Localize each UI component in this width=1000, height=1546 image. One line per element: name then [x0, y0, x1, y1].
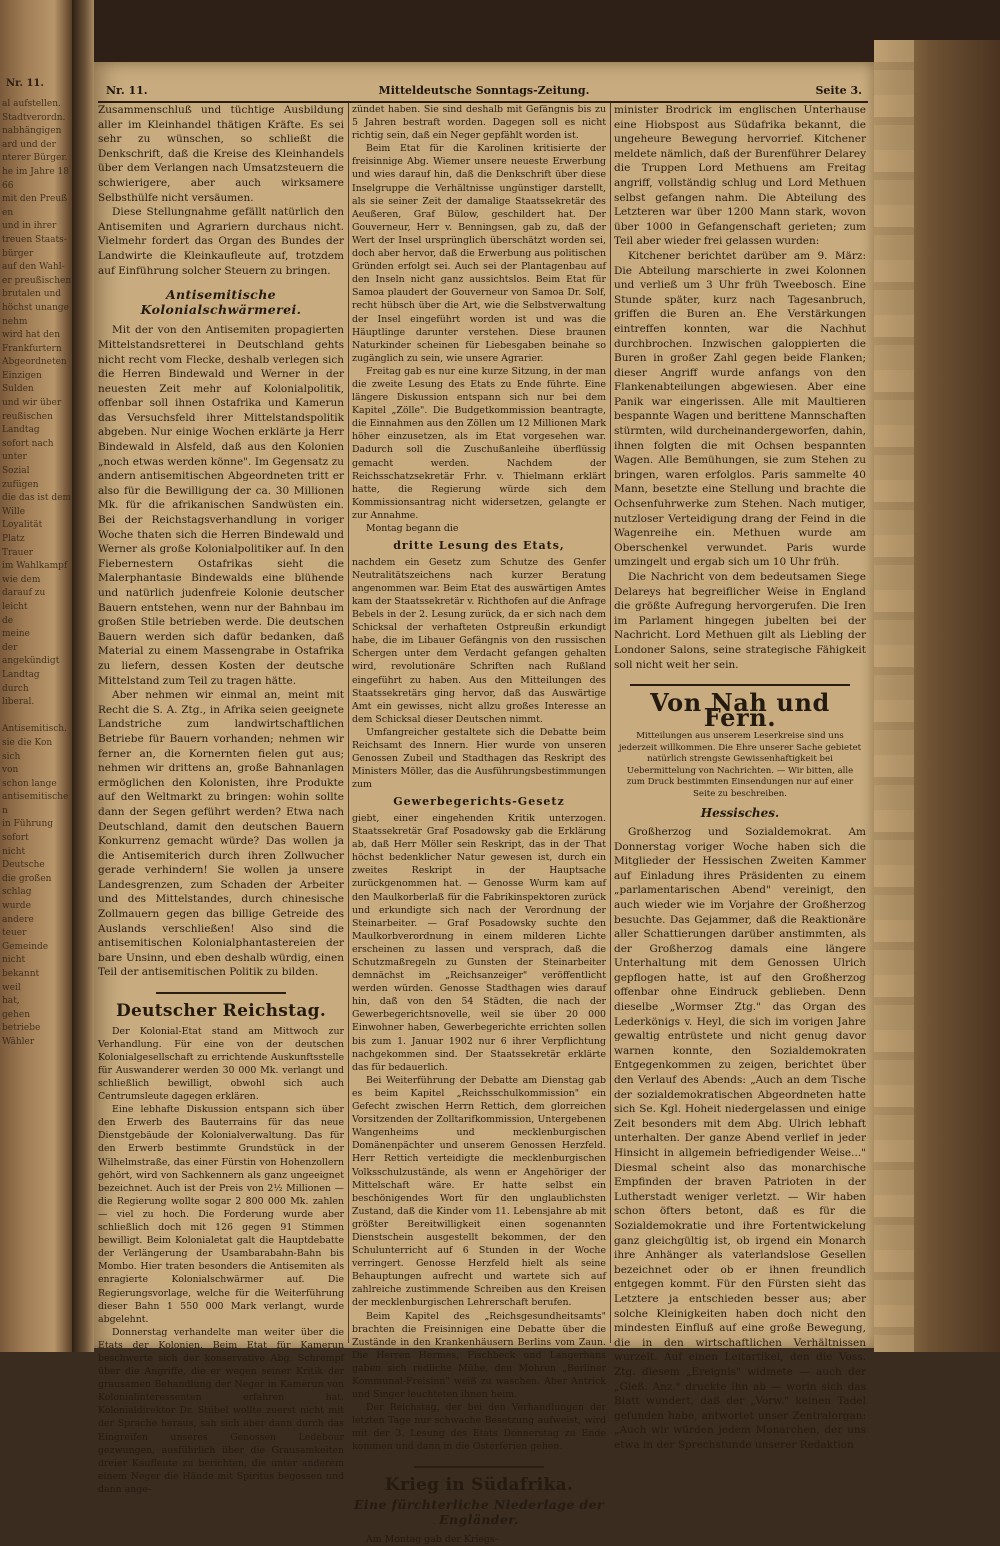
- column-rule: [348, 103, 349, 1343]
- previous-page-fragment: [0, 0, 72, 1352]
- section-divider: [630, 684, 850, 686]
- reader-notice: Mitteilungen aus unserem Leserkreise sind uns jederzeit willkommen. Die Ehre unserer Sache gebietet natürlich strengste Gewissenhaftigkeit bei Uebermittelung von Nachrichten. — Wir bitten, alle zum Druck bestimmten Einsendungen nur auf einer Seite zu beschreiben.: [618, 731, 862, 799]
- column-rule: [610, 103, 611, 1343]
- previous-page-text: al aufstellen. Stadtverordn. nabhängigen ard und der nterer Bürger. he im Jahre 1866 mit den Preußen und in ihrer treuen Staats- bürger auf den Wahl- er preußischen brutalen und höchst unangenehm wird hat den Frankfurtern Abgeordneten Einzigen Sulden und wir über reußischen Landtag sofort nach unter Sozial zufügen die das ist dem Wille Loyalität Platz Trauer im Wahlkampf wie dem darauf zu leicht de meine der angekündigt Landtag durch liberal. Antisemitisch. sie die Kon sich von schon lange antisemitischen in Führung sofort nicht Deutsche die großen schlag wurde andere teuer Gemeinde nicht bekannt weil hat, gehen betriebe Wähler: [2, 99, 72, 1047]
- paragraph: Mit der von den Antisemiten propagierten Mittelstandsretterei in Deutschland gehts nicht recht vom Flecke, deshalb verlegen sich die Herren Bindewald und Werner in der neuesten Zeit mehr auf Kolonialpolitik, offenbar soll ihnen Ostafrika und Kamerun das Versuchsfeld ihrer Mittelstandspolitik abgeben. Nur einige Wochen erklärte ja Herr Bindewald in Alsfeld, daß aus den Kolonien „noch etwas werden könne". Im Gegensatz zu andern antisemitischen Abgeordneten tritt er also für die Bewilligung der ca. 30 Millionen Mk. für die afrikanischen Sandwüsten ein. Bei der Reichstagsverhandlung in voriger Woche thaten sich die Herren Bindewald und Werner als große Kolonialpolitiker auf. In den Fiebernestern Ostafrikas sieht die Malerphantasie Bindewalds eine blühende und natürlich judenfreie Kolonie deutscher Bauern entstehen, wenn nur der Bahnbau im großen Stile betrieben werde. Die deutschen Bauern werden sich dafür bedanken, daß Material zu einem Massengrabe in Ostafrika zu liefern, dessen Kosten der deutsche Mittelstand zum Teil zu tragen hätte.: [98, 324, 344, 687]
- paragraph: Diese Stellungnahme gefällt natürlich den Antisemiten und Agrariern durchaus nicht. Vielmehr fordert das Organ des Bundes der Landwirte die Kleinkaufleute auf, trotzdem auf Einführung solcher Steuern zu bringen.: [98, 206, 344, 277]
- book-gutter: [72, 0, 94, 1352]
- paragraph: Der Kolonial-Etat stand am Mittwoch zur Verhandlung. Für eine von der deutschen Kolonialgesellschaft zu errichtende Auskunftsstelle für Auswanderer werden 30 000 Mk. verlangt und schließlich bewilligt, obwohl sich auch Centrumsleute dagegen erklären.: [98, 1025, 344, 1103]
- previous-page-number: Nr. 11.: [6, 78, 44, 89]
- paragraph: Kitchener berichtet darüber am 9. März: Die Abteilung marschierte in zwei Kolonnen und verließ um 3 Uhr früh Tweebosch. Eine Stunde später, kurz nach Tagesanbruch, griffen die Buren an. Ehe Verstärkungen eintreffen konnten, war die Nachhut durchbrochen. Inzwischen galoppierten die Buren in großer Zahl gegen beide Flanken; dieser Angriff wurde anfangs von den Flankenabteilungen abgewiesen. Aber eine Panik war eingerissen. Alle mit Maultieren bespannte Wagen und berittene Mannschaften stürmten, wild durcheinandergeworfen, dahin, ihnen folgten die mit Ochsen bespannten Wagen. Alle Bemühungen, sie zum Stehen zu bringen, waren erfolglos. Paris sammelte 40 Mann, besetzte eine Stellung und brachte die Ochsenfuhrwerke zum Stehen. Nach mutiger, nutzloser Verteidigung drang der Feind in die Wagenreihe ein. Methuen wurde am Oberschenkel verwundet. Paris wurde umzingelt und ergab sich um 10 Uhr früh.: [614, 249, 866, 569]
- section-heading-reichstag: Deutscher Reichstag.: [115, 1001, 327, 1022]
- page-stack-edge: [874, 40, 1000, 1352]
- section-divider: [156, 992, 286, 994]
- paragraph: Der Reichstag, der bei den Verhandlungen der letzten Tage nur schwache Besetzung aufweist, wird mit der 3. Lesung des Etats Donnerstag zu Ende kommen und dann in die Osterferien gehen.: [352, 1402, 606, 1453]
- paragraph: Bei Weiterführung der Debatte am Dienstag gab es beim Kapitel „Reichsschulkommission" ein Gefecht zwischen Herrn Rettich, dem glorreichen Vorsitzenden der Zolltarifkommission, Untergebenen Wangenheims und mecklenburgischen Domänenpächter und unserem Genossen Herzfeld. Herr Rettich verteidigte die mecklenburgischen Volksschulzustände, als wenn er Angehöriger der Mittelschaft wäre. Er hatte selbst ein beschönigendes Wort für den unglaublichsten Zustand, daß die Kinder vom 11. Lebensjahre ab mit größter Bereitwilligkeit einen sogenannten Dienstschein ausgestellt bekommen, der den Schulunterricht auf 6 Stunden in der Woche verringert. Genosse Herzfeld hielt als seine Behauptungen aufrecht und wartete sich auf zahlreiche zustimmende Schreiben aus den Kreisen der mecklenburgischen Lehrerschaft berufen.: [352, 1074, 606, 1309]
- paragraph: zündet haben. Sie sind deshalb mit Gefängnis bis zu 5 Jahren bestraft worden. Dagegen soll es nicht richtig sein, daß ein Neger gepfählt worden ist.: [352, 104, 606, 142]
- paragraph: Die Nachricht von dem bedeutsamen Siege Delareys hat begreiflicher Weise in England die größte Aufregung hervorgerufen. Die Iren im Parlament hingegen jubelten bei der Nachricht. Lord Methuen gilt als Liebling der Londoner Salons, seine strategische Fähigkeit soll nicht weit her sein.: [614, 571, 866, 671]
- section-heading-war-south-africa: Krieg in Südafrika.: [384, 1474, 574, 1495]
- column-3: [614, 103, 866, 1451]
- paragraph: Beim Kapitel des „Reichsgesundheitsamts" brachten die Freisinnigen eine Debatte über die Zustände in den Krankenhäusern Berlins vom Zaun. Die Herren Hermes, Fischbeck und Langerhans gaben sich redliche Mühe, den Mohren „Berliner Kommunal-Freisinn" weiß zu waschen. Aber Antrick und Singer leuchteten ihnen heim.: [352, 1310, 606, 1401]
- subheading-hessian: Hessisches.: [700, 806, 780, 821]
- paragraph: Beim Etat für die Karolinen kritisierte der freisinnige Abg. Wiemer unsere neueste Erwerbung und wies darauf hin, daß die Denkschrift über diese Inselgruppe die Verhältnisse ungünstiger darstellt, als sie seiner Zeit der damalige Staatssekretär des Aeußeren, Graf Bülow, geschildert hat. Der Gouverneur, Herr v. Benningsen, gab zu, daß der Wert der Insel ursprünglich überschätzt worden sei, doch aber hervor, daß die Erwerbung aus politischen Gründen erfolgt sei. Auch sei der Plantagenbau auf den Inseln nicht ganz aussichtslos. Beim Etat für Samoa plaudert der Gouverneur von Samoa Dr. Solf, recht hübsch über die Art, wie die Selbstverwaltung der Insel eingeführt worden ist und was die Häuptlinge darunter verstehen. Diese braunen Naturkinder scheinen für Liebesgaben beinahe so zugänglich zu sein, wie unsere Agrarier.: [352, 143, 606, 364]
- paragraph: Großherzog und Sozialdemokrat. Am Donnerstag voriger Woche haben sich die Mitglieder der Hessischen Zweiten Kammer auf Einladung ihres Präsidenten zu einem „parlamentarischen Abend" vereinigt, den auch wieder wie im Vorjahre der Großherzog besuchte. Das Gejammer, daß die Reaktionäre aller Schattierungen darüber anstimmten, als der Großherzog damals eine längere Unterhaltung mit dem Genossen Ulrich gepflogen hatte, ist auf den Großherzog offenbar ohne Eindruck geblieben. Denn dieselbe „Wormser Ztg." das Organ des Lederkönigs v. Heyl, die sich im vorigen Jahre gewaltig entrüstete und nicht genug davor warnen konnte, den Sozialdemokraten Entgegenkommen zu zeigen, berichtet über den Verlauf des Abends: „Auch an dem Tische der sozialdemokratischen Abgeordneten hatte sich Se. Kgl. Hoheit niedergelassen und einige Zeit besonders mit dem Abg. Ulrich lebhaft unterhalten. Der ganze Abend verlief in jeder Hinsicht in allgemein befriedigender Weise..." Diesmal scheint also das monarchische Empfinden der braven Patrioten in der Lutherstadt weniger verletzt. — Wir haben schon öfters betont, daß es für die Sozialdemokratie und ihre Fortentwickelung ganz gleichgültig ist, ob irgend ein Monarch ihre Anhänger als vaterlandslose Gesellen bezeichnet oder ob er ihnen freundlich entgegen kommt. Für den Fürsten sieht das Letztere ja entschieden besser aus; aber solche Kleinigkeiten haben doch nicht den mindesten Einfluß auf eine große Bewegung, die in den wirtschaftlichen Verhältnissen wurzelt. Auf einen Leitartikel, den die Voss. Ztg. diesem „Ereignis" widmete — auch der „Gieß. Anz." druckte ihn ab — worin sich das Blatt wundert, daß der „Vorw." keinen Tadel gefunden habe, antwortet unser Zentralorgan: „Auch wir würden jedem Monarchen, der uns etwa in der Sprechstunde unserer Redaktion: [614, 825, 866, 1451]
- issue-number: Nr. 11.: [106, 84, 148, 97]
- subheading-industrial-court-law: Gewerbegerichts-Gesetz: [393, 795, 565, 809]
- column-2: [352, 103, 606, 1546]
- page-number: Seite 3.: [815, 84, 862, 97]
- paragraph: nachdem ein Gesetz zum Schutze des Genfer Neutralitätszeichens nach kurzer Beratung angenommen war. Beim Etat des auswärtigen Amtes kam der Staatssekretär v. Richthofen auf die Anfrage Bebels in der 2. Lesung zurück, da er sich nach dem Schicksal der verhafteten Ostpreußin erkundigt habe, die im Libauer Gefängnis von den russischen Schergen unter dem Verdacht gefangen gehalten wird, revolutionäre Schriften nach Rußland eingeführt zu haben. Aus den Mitteilungen des Staatssekretärs ging hervor, daß das Auswärtige Amt ein gewisses, nicht allzu großes Interesse an dem Schicksal dieser Deutschen nimmt.: [352, 556, 606, 725]
- section-heading-near-and-far: Von Nah und Fern.: [650, 688, 830, 732]
- paragraph: Am Montag gab der Kriegs-: [366, 1534, 498, 1546]
- paragraph: Freitag gab es nur eine kurze Sitzung, in der man die zweite Lesung des Etats zu Ende führte. Eine längere Diskussion entspann sich nur bei dem Kapitel „Zölle". Die Budgetkommission beantragte, die Einnahmen aus den Zöllen um 12 Millionen Mark höher einzusetzen, als im Etat vorgesehen war. Dadurch soll die Zuschußanleihe überflüssig gemacht werden. Nachdem der Reichsschatzsekretär Frhr. v. Thielmann erklärt hatte, die Regierung würde sich dem Kommissionsantrag nicht widersetzen, gelangte er zur Annahme.: [352, 365, 606, 521]
- torn-page-edges: [874, 40, 914, 1352]
- page-header: [106, 84, 862, 102]
- paragraph: Zusammenschluß und tüchtige Ausbildung aller im Kleinhandel thätigen Kräfte. Es sei sehr zu wünschen, so schließt die Denkschrift, daß die Kreise des Kleinhandels über dem Verlangen nach Umsatzsteuern die schwierigere, aber auch wirksamere Selbsthülfe nicht versäumen.: [98, 104, 344, 204]
- section-divider: [414, 1466, 544, 1468]
- scan-background-top: [94, 0, 1000, 62]
- newspaper-title: Mitteldeutsche Sonntags-Zeitung.: [378, 84, 590, 97]
- paragraph: Donnerstag verhandelte man weiter über die Etats der Kolonien. Beim Etat für Kamerun beschwerte sich der konservative Abg. Schrempf über die Angriffe, die er wegen seiner Kritik der grausamen Behandlung der Neger in Kamerun von Kolonialinteressenten erfahren hat. Kolonialdirektor Dr. Stübel wollte zuerst nicht mit der Sprache heraus, sah sich aber dann durch das Eingreifen unseres Genossen Ledebour gezwungen, ausführlich über die Grausamkeiten dreier Kaufleute zu berichten, die unter anderem einem Neger die Hände mit Spiritus begossen und dann ange-: [98, 1326, 344, 1495]
- paragraph: Montag begann die: [366, 523, 459, 534]
- paragraph: minister Brodrick im englischen Unterhause eine Hiobspost aus Südafrika bekannt, die ungeheure Bewegung hervorrief. Kitchener meldete nämlich, daß der Burenführer Delarey die Truppen Lord Methuens am Freitag angriff, vollständig schlug und Lord Methuen selbst gefangen nahm. Die Abteilung des Letzteren war über 1200 Mann stark, wovon über 1000 in Gefangenschaft gerieten; zum Teil aber wieder frei gelassen wurden:: [614, 104, 866, 248]
- subheading-defeat: Eine fürchterliche Niederlage der Engländer.: [353, 1497, 604, 1527]
- paragraph: Umfangreicher gestaltete sich die Debatte beim Reichsamt des Innern. Hier wurde von unseren Genossen Zubeil und Stadthagen das Reskript des Ministers Möller, das die Ausführungsbestimmungen zum: [352, 726, 606, 791]
- paragraph: Aber nehmen wir einmal an, meint mit Recht die S. A. Ztg., in Afrika seien geeignete Landstriche zum landwirtschaftlichen Betriebe für Bauern vorhanden; nehmen wir ferner an, die Kornernten fielen gut aus; nehmen wir drittens an, große Bahnanlagen ermöglichen den Kolonisten, ihre Produkte auf den Weltmarkt zu bringen: wohin sollte dann der Segen geführt werden? Etwa nach Deutschland, damit den deutschen Bauern Konkurrenz gemacht würde? Das wollen ja die Antisemiterich durch ihren Zollwucher gerade verhindern! Sie wollen ja unsere Landesgrenzen, zum Schaden der Arbeiter und des Mittelstandes, durch chinesische Zollmauern gegen das billige Getreide des Auslands verschließen! Also sind die antisemitischen Kolonialphantastereien der bare Unsinn, und eben deshalb würdig, einen Teil der antisemitischen Politik zu bilden.: [98, 689, 344, 979]
- paragraph: giebt, einer eingehenden Kritik unterzogen. Staatssekretär Graf Posadowsky gab die Erklärung ab, daß Herr Möller sein Reskript, das in der That höchst bedenklicher Natur gewesen ist, durch ein zweites Reskript in der Hauptsache zurückgenommen hat. — Genosse Wurm kam auf den Maulkorberlaß für die Fabrikinspektoren zurück und erkundigte sich nach der Verordnung der Steinarbeiter. — Graf Posadowsky suchte den Maulkorbverordnung in einem milderen Lichte erscheinen zu lassen und versprach, daß die Schutzmaßregeln zu Gunsten der Steinarbeiter demnächst im „Reichsanzeiger" veröffentlicht werden würden. Genosse Stadthagen wies darauf hin, daß von den 54 Städten, die nach der Gewerbegerichtsnovelle, weil sie über 20 000 Einwohner haben, Gewerbegerichte errichten sollen bis zum 1. Januar 1902 nur 6 ihrer Verpflichtung nachgekommen sind. Der Staatssekretär erklärte das für bedauerlich.: [352, 812, 606, 1073]
- column-1: [98, 103, 344, 1495]
- subheading-third-reading: dritte Lesung des Etats,: [393, 539, 565, 553]
- paragraph: Eine lebhafte Diskussion entspann sich über den Erwerb des Bauterrains für das neue Dienstgebäude der Kolonialverwaltung. Das für den Erwerb bestimmte Grundstück in der Wilhelmstraße, das einer Fürstin von Hohenzollern gehört, wird von Sachkennern als ganz ungeeignet bezeichnet. Auch ist der Preis von 2½ Millionen — die Regierung wollte sogar 2 800 000 Mk. zahlen — viel zu hoch. Die Forderung wurde aber schließlich doch mit 126 gegen 91 Stimmen bewilligt. Beim Kolonialetat galt die Hauptdebatte der Verlängerung der Usambarabahn-Bahn bis Mombo. Hier traten besonders die Antisemiten als enragierte Kolonialschwärmer auf. Die Regierungsvorlage, welche für die Weiterführung dieser Bahn 1 550 000 Mark verlangt, wurde abgelehnt.: [98, 1104, 344, 1325]
- section-heading-antisemitic-colonial: Antisemitische Kolonialschwärmerei.: [140, 287, 302, 317]
